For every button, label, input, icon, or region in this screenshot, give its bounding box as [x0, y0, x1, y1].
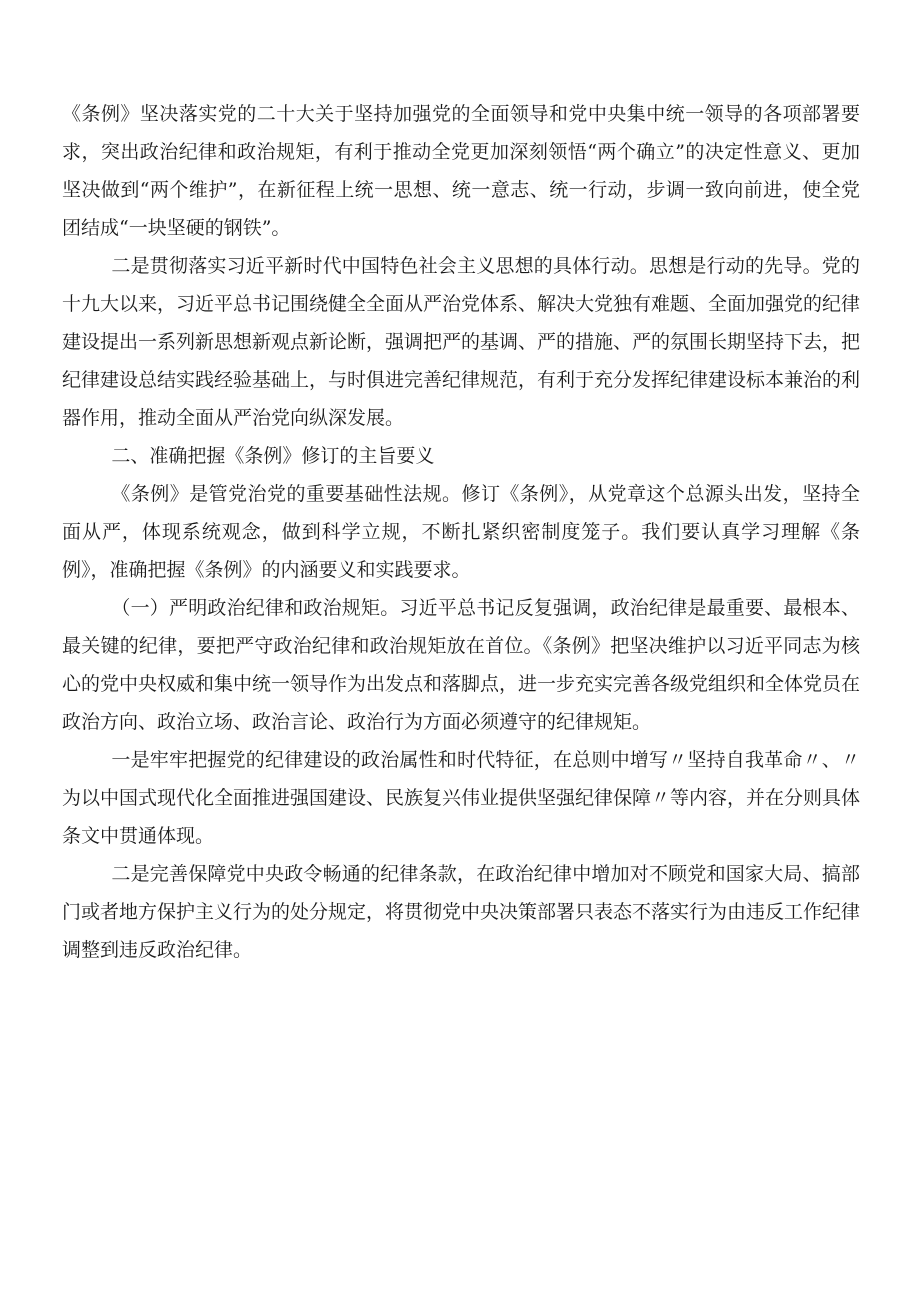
section-heading: 二、准确把握《条例》修订的主旨要义: [111, 445, 435, 467]
document-page: [62, 95, 860, 969]
paragraph-subsection-one: （一）严明政治纪律和政治规矩。习近平总书记反复强调，政治纪律是最重要、最根本、最关键的纪律，要把严守政治纪律和政治规矩放在首位。《条例》把坚决维护以习近平同志为核心的党中央权威和集中统一领导作为出发点和落脚点，进一步充实完善各级党组织和全体党员在政治方向、政治立场、政治言论、政治行为方面必须遵守的纪律规矩。: [62, 597, 861, 733]
paragraph-continuation: 《条例》坚决落实党的二十大关于坚持加强党的全面领导和党中央集中统一领导的各项部署要求，突出政治纪律和政治规矩，有利于推动全党更加深刻领悟“两个确立”的决定性意义、更加坚决做到“两个维护”，在新征程上统一思想、统一意志、统一行动，步调一致向前进，使全党团结成“一块坚硬的钢铁”。: [62, 103, 860, 239]
paragraph-intro: 《条例》是管党治党的重要基础性法规。修订《条例》，从党章这个总源头出发，坚持全面从严，体现系统观念，做到科学立规，不断扎紧织密制度笼子。我们要认真学习理解《条例》，准确把握《条例》的内涵要义和实践要求。: [62, 483, 860, 581]
paragraph-second-point: 二是贯彻落实习近平新时代中国特色社会主义思想的具体行动。思想是行动的先导。党的十九大以来，习近平总书记围绕健全全面从严治党体系、解决大党独有难题、全面加强党的纪律建设提出一系列新思想新观点新论断，强调把严的基调、严的措施、严的氛围长期坚持下去，把纪律建设总结实践经验基础上，与时俱进完善纪律规范，有利于充分发挥纪律建设标本兼治的利器作用，推动全面从严治党向纵深发展。: [62, 255, 861, 429]
paragraph-point-one: 一是牢牢把握党的纪律建设的政治属性和时代特征，在总则中增写〃坚持自我革命〃、〃为以中国式现代化全面推进强国建设、民族复兴伟业提供坚强纪律保障〃等内容，并在分则具体条文中贯通体现。: [62, 749, 861, 847]
paragraph-point-two: 二是完善保障党中央政令畅通的纪律条款，在政治纪律中增加对不顾党和国家大局、搞部门或者地方保护主义行为的处分规定，将贯彻党中央决策部署只表态不落实行为由违反工作纪律调整到违反政治纪律。: [62, 863, 861, 961]
